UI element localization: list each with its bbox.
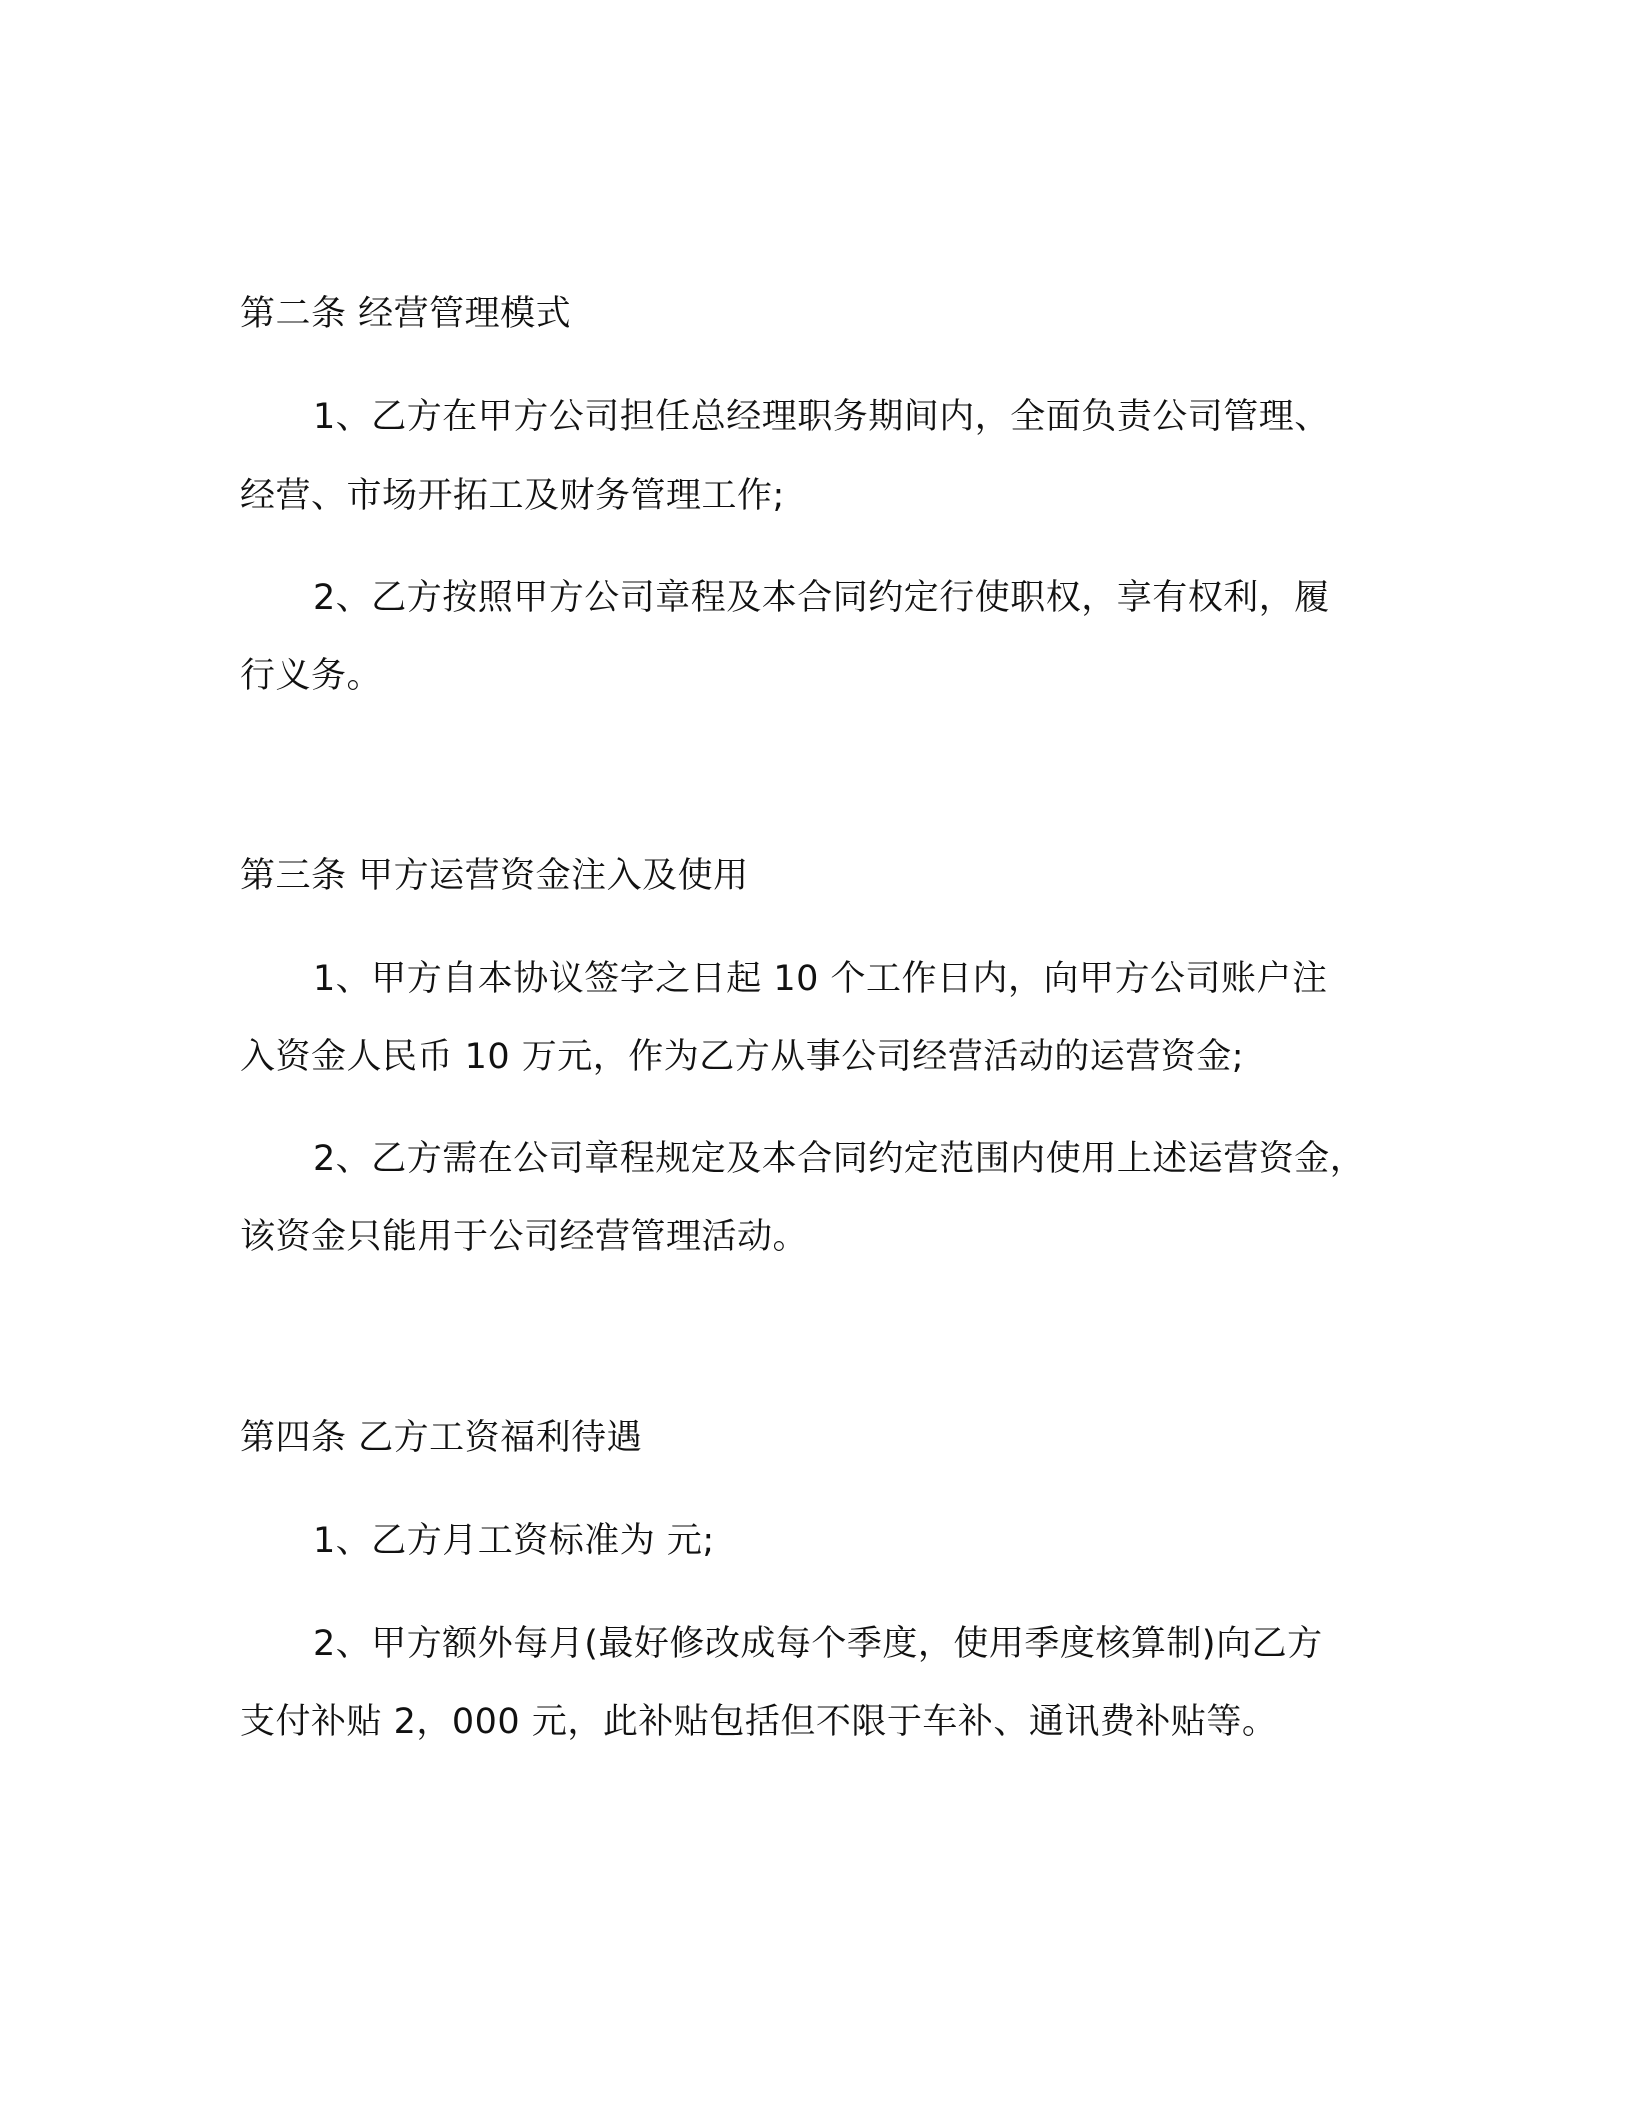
paragraph-line: 2、甲方额外每月(最好修改成每个季度，使用季度核算制)向乙方 (313, 1624, 1323, 1664)
article-heading: 第二条 经营管理模式 (240, 294, 572, 334)
paragraph-line: 该资金只能用于公司经营管理活动。 (240, 1217, 809, 1257)
article-heading: 第四条 乙方工资福利待遇 (240, 1418, 643, 1458)
article-heading: 第三条 甲方运营资金注入及使用 (240, 856, 749, 896)
paragraph-line: 1、甲方自本协议签字之日起 10 个工作日内，向甲方公司账户注 (313, 959, 1328, 999)
paragraph-line: 支付补贴 2，000 元，此补贴包括但不限于车补、通讯费补贴等。 (240, 1702, 1278, 1742)
paragraph-line: 2、乙方按照甲方公司章程及本合同约定行使职权，享有权利，履 (313, 578, 1330, 618)
paragraph-line: 1、乙方在甲方公司担任总经理职务期间内，全面负责公司管理、 (313, 397, 1330, 437)
paragraph-line: 1、乙方月工资标准为 元; (313, 1521, 715, 1561)
paragraph-line: 入资金人民币 10 万元，作为乙方从事公司经营活动的运营资金; (240, 1037, 1245, 1077)
paragraph-line: 经营、市场开拓工及财务管理工作; (240, 476, 785, 516)
paragraph-line: 行义务。 (240, 656, 383, 696)
paragraph-line: 2、乙方需在公司章程规定及本合同约定范围内使用上述运营资金， (313, 1139, 1366, 1179)
